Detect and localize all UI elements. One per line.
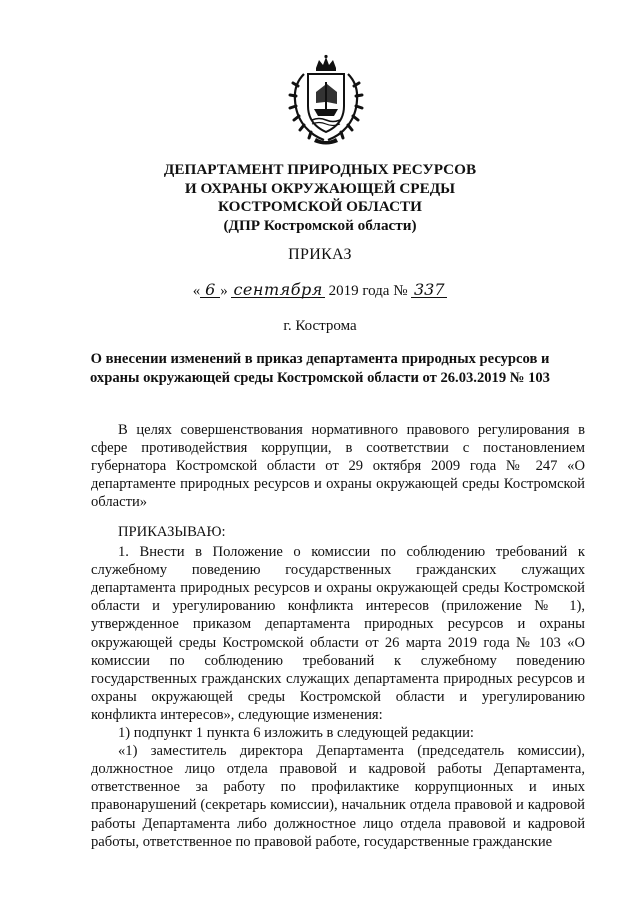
order-day-handwritten: 6	[200, 282, 220, 298]
department-header	[100, 161, 540, 235]
decree-heading: ПРИКАЗЫВАЮ:	[118, 524, 226, 540]
decree-block	[91, 523, 585, 851]
order-subject	[80, 350, 560, 387]
quoted-text-paragraph: «1) заместитель директора Департамента (председатель комиссии), должностное лицо отдела правовой и кадровой работы Департамента, ответственное за работу по профилактике коррупционных и иных правонарушений (секретарь комиссии), начальник отдела правовой и кадровой работы Департамента либо должностное лицо отдела правовой и кадровой работы, ответственное по правовой работе, государственные гражданские	[91, 743, 585, 850]
subitem-1-paragraph: 1) подпункт 1 пункта 6 изложить в следующей редакции:	[118, 725, 474, 742]
order-subject-line-1: О внесении изменений в приказ департамента природных ресурсов и	[90, 351, 550, 367]
item-1-paragraph: 1. Внести в Положение о комиссии по соблюдению требований к служебному поведению государственных гражданских служащих департамента природных ресурсов и охраны окружающей среды Костромской области и урегулированию конфликта интересов (приложение № 1), утвержденное приказом департамента природных ресурсов и охраны окружающей среды Костромской области от 26 марта 2019 года № 103 «О комиссии по соблюдению требований к служебному поведению государственных гражданских служащих департамента природных ресурсов и охраны окружающей среды Костромской области и урегулированию конфликта интересов», следующие изменения:	[91, 544, 585, 723]
preamble-block	[91, 421, 585, 511]
order-month-handwritten: сентября	[233, 280, 323, 299]
department-name-line-1: ДЕПАРТАМЕНТ ПРИРОДНЫХ РЕСУРСОВ	[163, 161, 477, 178]
department-name-line-3: КОСТРОМСКОЙ ОБЛАСТИ	[217, 198, 422, 215]
order-number-handwritten: 337	[411, 282, 447, 298]
order-subject-line-2: охраны окружающей среды Костромской области от 26.03.2019 № 103	[90, 369, 550, 386]
preamble-paragraph: В целях совершенствования нормативного правового регулирования в сфере противодействия коррупции, в соответствии с постановлением губернатора Костромской области от 29 октября 2009 года № 247 «О департаменте природных ресурсов и охраны окружающей среды Костромской области»	[91, 422, 585, 511]
quote-close: »	[220, 283, 228, 299]
city-line: г. Кострома	[283, 318, 357, 334]
quote-open: «	[192, 283, 201, 299]
order-title: ПРИКАЗ	[288, 246, 352, 263]
coat-of-arms-icon	[286, 54, 366, 146]
order-year-text: 2019 года №	[328, 283, 408, 299]
department-short-name: (ДПР Костромской области)	[223, 216, 417, 234]
order-date-number	[0, 281, 640, 301]
department-name-line-2: И ОХРАНЫ ОКРУЖАЮЩЕЙ СРЕДЫ	[184, 179, 456, 197]
